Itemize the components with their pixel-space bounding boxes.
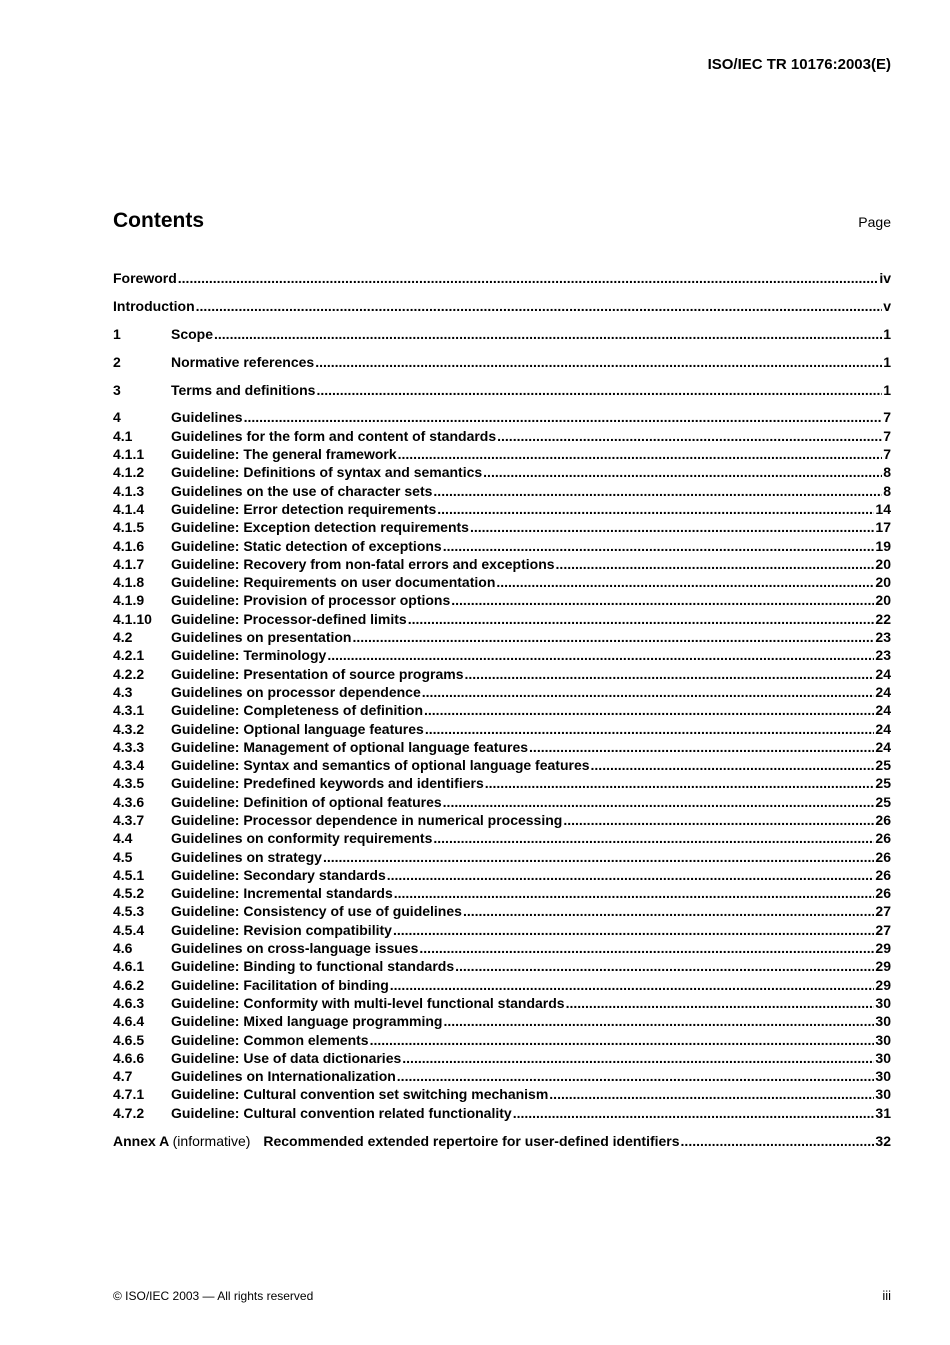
toc-entry-page: 30 bbox=[875, 1086, 891, 1103]
toc-entry[interactable] bbox=[113, 1031, 891, 1049]
toc-entry-title: Guideline: Optional language features bbox=[171, 720, 424, 737]
toc-entry-page: 24 bbox=[875, 702, 891, 719]
toc-entry-number: 4.1.6 bbox=[113, 537, 145, 554]
annex-heading bbox=[113, 1132, 680, 1150]
toc-entry-title: Guideline: Mixed language programming bbox=[171, 1013, 443, 1030]
toc-entry-page: 17 bbox=[875, 519, 891, 536]
toc-entry-title: Guidelines on presentation bbox=[171, 629, 352, 646]
toc-entry[interactable] bbox=[113, 939, 891, 957]
toc-entry-number: 4.3.3 bbox=[113, 738, 145, 755]
toc-leader-dots bbox=[566, 994, 875, 1012]
toc-leader-dots bbox=[455, 957, 874, 975]
toc-entry-number: 4.4 bbox=[113, 830, 133, 847]
toc-leader-dots bbox=[591, 756, 875, 774]
toc-entry[interactable] bbox=[113, 628, 891, 646]
toc-entry-number: 4.6 bbox=[113, 940, 133, 957]
toc-leader-dots bbox=[433, 482, 882, 500]
toc-entry-title: Guidelines on conformity requirements bbox=[171, 830, 433, 847]
toc-entry-page: 24 bbox=[875, 720, 891, 737]
annex-title: Recommended extended repertoire for user-defined identifiers bbox=[263, 1132, 680, 1149]
toc-leader-dots bbox=[419, 939, 874, 957]
toc-entry[interactable] bbox=[113, 829, 891, 847]
toc-entry-title: Guideline: Incremental standards bbox=[171, 885, 393, 902]
toc-entry-page: 25 bbox=[875, 757, 891, 774]
toc-entry-page: 7 bbox=[883, 409, 891, 426]
toc-entry-number: 4.6.4 bbox=[113, 1013, 145, 1030]
toc-entry-title: Guidelines on strategy bbox=[171, 848, 322, 865]
toc-leader-dots bbox=[451, 591, 874, 609]
toc-entry-number: 4.7 bbox=[113, 1068, 133, 1085]
toc-leader-dots bbox=[178, 269, 879, 287]
toc-entry-title: Guideline: Definition of optional features bbox=[171, 793, 442, 810]
toc-leader-dots bbox=[315, 353, 882, 371]
toc-entry-number: 4.1.4 bbox=[113, 500, 145, 517]
toc-entry-page: 29 bbox=[875, 976, 891, 993]
toc-leader-dots bbox=[497, 427, 882, 445]
toc-entry[interactable] bbox=[113, 1104, 891, 1122]
toc-entry-number: 4.1.7 bbox=[113, 555, 145, 572]
toc-entry-number: 4.3.6 bbox=[113, 793, 145, 810]
toc-entry-page: 8 bbox=[883, 464, 891, 481]
toc-entry[interactable] bbox=[113, 848, 891, 866]
toc-entry-title: Guideline: Secondary standards bbox=[171, 866, 386, 883]
toc-leader-dots bbox=[465, 665, 875, 683]
toc-entry-number: 4.5.3 bbox=[113, 903, 145, 920]
toc-entry[interactable] bbox=[113, 646, 891, 664]
toc-entry-number: 4.6.2 bbox=[113, 976, 145, 993]
toc-entry-page: v bbox=[883, 297, 891, 314]
toc-entry-page: 14 bbox=[875, 500, 891, 517]
toc-entry[interactable] bbox=[113, 408, 891, 426]
toc-entry-title: Guideline: Cultural convention related functionality bbox=[171, 1104, 512, 1121]
toc-entry[interactable] bbox=[113, 774, 891, 792]
toc-entry-title: Guideline: Management of optional language features bbox=[171, 738, 529, 755]
toc-entry-number: 4.1.8 bbox=[113, 574, 145, 591]
toc-entry-page: 27 bbox=[875, 921, 891, 938]
toc-entry-title: Introduction bbox=[113, 297, 195, 314]
toc-entry-number: 4.1.5 bbox=[113, 519, 145, 536]
toc-leader-dots bbox=[483, 463, 882, 481]
toc-entry-number: 4.5.1 bbox=[113, 866, 145, 883]
toc-entry-title: Guideline: Facilitation of binding bbox=[171, 976, 389, 993]
toc-leader-dots bbox=[196, 297, 883, 315]
toc-entry-page: 29 bbox=[875, 940, 891, 957]
toc-entry-title: Guideline: Syntax and semantics of optional language features bbox=[171, 757, 590, 774]
toc-leader-dots bbox=[556, 555, 875, 573]
toc-entry[interactable] bbox=[113, 1012, 891, 1030]
toc-entry-page: 26 bbox=[875, 811, 891, 828]
toc-entry[interactable] bbox=[113, 463, 891, 481]
toc-entry-title: Guideline: Cultural convention set switching mechanism bbox=[171, 1086, 549, 1103]
toc-entry-title: Foreword bbox=[113, 270, 177, 286]
toc-entry-number: 2 bbox=[113, 353, 121, 370]
toc-entry-title: Guidelines on cross-language issues bbox=[171, 940, 419, 957]
toc-entry[interactable] bbox=[113, 1067, 891, 1085]
toc-entry-number: 4.2.1 bbox=[113, 647, 145, 664]
toc-entry-title: Guideline: Presentation of source programs bbox=[171, 665, 464, 682]
toc-entry-number: 4.2.2 bbox=[113, 665, 145, 682]
toc-entry-page: 1 bbox=[883, 381, 891, 398]
toc-leader-dots bbox=[323, 848, 874, 866]
copyright-notice: © ISO/IEC 2003 — All rights reserved bbox=[113, 1289, 314, 1303]
toc-entry-title: Guideline: Requirements on user documentation bbox=[171, 574, 496, 591]
toc-entry-title: Guideline: Completeness of definition bbox=[171, 702, 424, 719]
toc-entry[interactable] bbox=[113, 555, 891, 573]
toc-entry-page: 26 bbox=[875, 848, 891, 865]
toc-entry[interactable] bbox=[113, 756, 891, 774]
toc-entry-title: Scope bbox=[171, 325, 214, 342]
toc-leader-dots bbox=[402, 1049, 874, 1067]
toc-entry-page: 27 bbox=[875, 903, 891, 920]
toc-entry-number: 4.6.3 bbox=[113, 994, 145, 1011]
toc-leader-dots bbox=[529, 738, 874, 756]
contents-header bbox=[113, 209, 891, 233]
toc-entry-number: 4.6.6 bbox=[113, 1049, 145, 1066]
toc-entry-title: Guideline: Conformity with multi-level functional standards bbox=[171, 994, 565, 1011]
toc-entry-title: Guidelines bbox=[171, 409, 243, 426]
toc-entry-page: 30 bbox=[875, 1031, 891, 1048]
toc-leader-dots bbox=[352, 628, 874, 646]
toc-entry-title: Guideline: Processor dependence in numerical processing bbox=[171, 811, 563, 828]
toc-entry[interactable] bbox=[113, 573, 891, 591]
annex-info: (informative) bbox=[172, 1132, 251, 1149]
toc-entry-title: Guidelines on processor dependence bbox=[171, 683, 421, 700]
toc-entry-page: 26 bbox=[875, 866, 891, 883]
toc-entry-title: Guideline: Revision compatibility bbox=[171, 921, 392, 938]
toc-entry-title: Guideline: Static detection of exceptions bbox=[171, 537, 442, 554]
toc-entry-number: 4.3.7 bbox=[113, 811, 145, 828]
toc-entry-number: 4.1.1 bbox=[113, 446, 145, 463]
toc-entry-number: 4.3.5 bbox=[113, 775, 145, 792]
toc-entry-page: 20 bbox=[875, 555, 891, 572]
toc-entry-page: 7 bbox=[883, 427, 891, 444]
toc-entry-title: Guideline: Processor-defined limits bbox=[171, 610, 407, 627]
toc-entry-title: Guideline: Error detection requirements bbox=[171, 500, 437, 517]
toc-leader-dots bbox=[370, 1031, 875, 1049]
toc-leader-dots bbox=[214, 325, 882, 343]
toc-entry-number: 3 bbox=[113, 381, 121, 398]
table-of-contents bbox=[113, 269, 891, 1150]
toc-entry-number: 4 bbox=[113, 409, 121, 426]
toc-entry-title: Guideline: Terminology bbox=[171, 647, 327, 664]
toc-entry[interactable] bbox=[113, 353, 891, 371]
toc-entry-title: Guideline: Predefined keywords and identifiers bbox=[171, 775, 484, 792]
toc-entry[interactable] bbox=[113, 610, 891, 628]
toc-entry-page: 22 bbox=[875, 610, 891, 627]
toc-entry-page: 25 bbox=[875, 775, 891, 792]
toc-entry-number: 4.3.1 bbox=[113, 702, 145, 719]
toc-entry[interactable] bbox=[113, 381, 891, 399]
toc-entry-page: 24 bbox=[875, 665, 891, 682]
toc-entry-page: 29 bbox=[875, 958, 891, 975]
toc-entry-number: 4.7.2 bbox=[113, 1104, 145, 1121]
toc-leader-dots bbox=[549, 1085, 874, 1103]
toc-entry[interactable] bbox=[113, 884, 891, 902]
toc-entry[interactable] bbox=[113, 1049, 891, 1067]
toc-entry-title: Guidelines on the use of character sets bbox=[171, 482, 433, 499]
toc-entry-title: Normative references bbox=[171, 353, 315, 370]
toc-entry-title: Guideline: Common elements bbox=[171, 1031, 369, 1048]
toc-entry[interactable] bbox=[113, 957, 891, 975]
toc-entry-page: 24 bbox=[875, 683, 891, 700]
toc-leader-dots bbox=[327, 646, 874, 664]
toc-entry-page: 8 bbox=[883, 482, 891, 499]
toc-entry-title: Guideline: The general framework bbox=[171, 446, 397, 463]
toc-entry-number: 4.1.3 bbox=[113, 482, 145, 499]
toc-leader-dots bbox=[563, 811, 874, 829]
toc-leader-dots bbox=[443, 793, 875, 811]
toc-entry[interactable] bbox=[113, 297, 891, 315]
toc-entry[interactable] bbox=[113, 427, 891, 445]
toc-entry[interactable] bbox=[113, 325, 891, 343]
toc-entry[interactable] bbox=[113, 994, 891, 1012]
toc-entry-page: 31 bbox=[875, 1104, 891, 1121]
toc-entry-title: Guideline: Definitions of syntax and semantics bbox=[171, 464, 483, 481]
annex-page: 32 bbox=[875, 1132, 891, 1149]
toc-entry-title: Guideline: Exception detection requirements bbox=[171, 519, 469, 536]
toc-entry[interactable] bbox=[113, 866, 891, 884]
toc-entry[interactable] bbox=[113, 976, 891, 994]
toc-entry-page: 30 bbox=[875, 994, 891, 1011]
toc-leader-dots bbox=[433, 829, 874, 847]
toc-entry-page: 26 bbox=[875, 830, 891, 847]
toc-leader-dots bbox=[408, 610, 875, 628]
page-column-label: Page bbox=[858, 214, 891, 230]
toc-entry[interactable] bbox=[113, 701, 891, 719]
toc-entry-page: 19 bbox=[875, 537, 891, 554]
toc-entry-title: Guideline: Use of data dictionaries bbox=[171, 1049, 402, 1066]
toc-entry-title: Guideline: Recovery from non-fatal errors and exceptions bbox=[171, 555, 555, 572]
toc-entry[interactable] bbox=[113, 482, 891, 500]
toc-entry-page: 24 bbox=[875, 738, 891, 755]
toc-leader-dots bbox=[513, 1104, 875, 1122]
toc-entry[interactable] bbox=[113, 793, 891, 811]
toc-entry-number: 4.5.2 bbox=[113, 885, 145, 902]
toc-entry-number: 4.6.1 bbox=[113, 958, 145, 975]
toc-leader-dots bbox=[424, 701, 874, 719]
toc-entry-number: 4.3.2 bbox=[113, 720, 145, 737]
toc-entry-page: iv bbox=[879, 270, 891, 286]
toc-entry-number: 4.1 bbox=[113, 427, 133, 444]
toc-entry-number: 1 bbox=[113, 325, 121, 342]
toc-entry[interactable] bbox=[113, 591, 891, 609]
toc-entry[interactable] bbox=[113, 537, 891, 555]
toc-leader-dots bbox=[443, 1012, 874, 1030]
toc-entry-title: Guidelines for the form and content of standards bbox=[171, 427, 497, 444]
toc-leader-dots bbox=[437, 500, 874, 518]
toc-entry[interactable] bbox=[113, 445, 891, 463]
toc-entry-title: Guideline: Provision of processor options bbox=[171, 592, 451, 609]
toc-entry-page: 1 bbox=[883, 353, 891, 370]
toc-entry-title: Guideline: Binding to functional standards bbox=[171, 958, 455, 975]
toc-entry-title: Guidelines on Internationalization bbox=[171, 1068, 396, 1085]
toc-entry-number: 4.3 bbox=[113, 683, 133, 700]
toc-entry-page: 23 bbox=[875, 629, 891, 646]
toc-entry-page: 30 bbox=[875, 1013, 891, 1030]
toc-leader-dots bbox=[397, 1067, 875, 1085]
page-number: iii bbox=[882, 1288, 891, 1303]
toc-entry[interactable] bbox=[113, 518, 891, 536]
annex-label: Annex A bbox=[113, 1132, 169, 1149]
toc-entry[interactable] bbox=[113, 683, 891, 701]
toc-entry-number: 4.5 bbox=[113, 848, 133, 865]
toc-entry-page: 26 bbox=[875, 885, 891, 902]
toc-leader-dots bbox=[316, 381, 882, 399]
toc-entry[interactable] bbox=[113, 1085, 891, 1103]
toc-entry[interactable] bbox=[113, 720, 891, 738]
toc-entry-number: 4.1.2 bbox=[113, 464, 145, 481]
toc-entry[interactable] bbox=[113, 921, 891, 939]
toc-leader-dots bbox=[470, 518, 874, 536]
toc-entry-title: Guideline: Consistency of use of guidelines bbox=[171, 903, 462, 920]
toc-leader-dots bbox=[425, 720, 875, 738]
document-id: ISO/IEC TR 10176:2003(E) bbox=[707, 56, 891, 73]
toc-entry[interactable] bbox=[113, 902, 891, 920]
toc-leader-dots bbox=[390, 976, 875, 994]
toc-entry-page: 30 bbox=[875, 1049, 891, 1066]
toc-entry-page: 7 bbox=[883, 446, 891, 463]
toc-entry-number: 4.7.1 bbox=[113, 1086, 145, 1103]
toc-leader-dots bbox=[422, 683, 875, 701]
toc-entry-page: 1 bbox=[883, 325, 891, 342]
toc-leader-dots bbox=[393, 921, 874, 939]
toc-entry-page: 20 bbox=[875, 574, 891, 591]
toc-entry-number: 4.1.10 bbox=[113, 610, 152, 627]
toc-leader-dots bbox=[398, 445, 883, 463]
toc-entry-number: 4.5.4 bbox=[113, 921, 145, 938]
toc-leader-dots bbox=[394, 884, 875, 902]
toc-entry-page: 20 bbox=[875, 592, 891, 609]
toc-entry[interactable] bbox=[113, 811, 891, 829]
toc-leader-dots bbox=[463, 902, 874, 920]
toc-entry-number: 4.3.4 bbox=[113, 757, 145, 774]
toc-entry-number: 4.6.5 bbox=[113, 1031, 145, 1048]
toc-entry-page: 25 bbox=[875, 793, 891, 810]
toc-leader-dots bbox=[443, 537, 875, 555]
toc-entry-annex-a[interactable] bbox=[113, 1132, 891, 1150]
toc-entry-number: 4.2 bbox=[113, 629, 133, 646]
contents-title: Contents bbox=[113, 209, 204, 232]
toc-leader-dots bbox=[681, 1132, 875, 1150]
toc-entry-page: 30 bbox=[875, 1068, 891, 1085]
toc-leader-dots bbox=[387, 866, 875, 884]
toc-leader-dots bbox=[485, 774, 875, 792]
toc-entry[interactable] bbox=[113, 665, 891, 683]
toc-leader-dots bbox=[244, 408, 883, 426]
toc-entry-title: Terms and definitions bbox=[171, 381, 316, 398]
toc-entry[interactable] bbox=[113, 738, 891, 756]
toc-entry[interactable] bbox=[113, 500, 891, 518]
toc-leader-dots bbox=[496, 573, 874, 591]
toc-entry-number: 4.1.9 bbox=[113, 592, 145, 609]
toc-entry[interactable] bbox=[113, 269, 891, 287]
toc-entry-page: 23 bbox=[875, 647, 891, 664]
